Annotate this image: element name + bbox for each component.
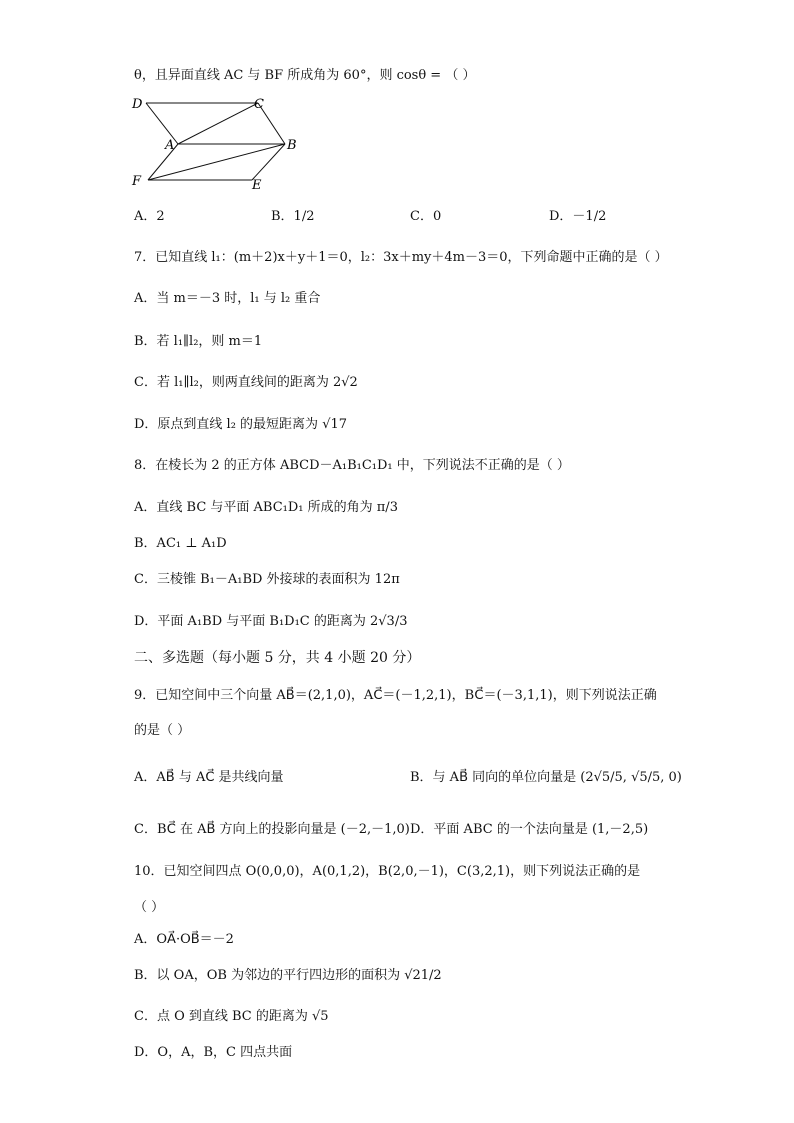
q9-option-b: B．与 AB⃗ 同向的单位向量是 (2√5/5, √5/5, 0) <box>410 770 682 785</box>
q10-option-d: D．O，A，B，C 四点共面 <box>134 1045 293 1060</box>
q8-option-c: C．三棱锥 B₁－A₁BD 外接球的表面积为 12π <box>134 572 400 587</box>
q7-option-a: A．当 m＝－3 时，l₁ 与 l₂ 重合 <box>134 291 321 306</box>
q8-stem: 8．在棱长为 2 的正方体 ABCD－A₁B₁C₁D₁ 中，下列说法不正确的是（ ） <box>134 458 570 473</box>
label-A: A <box>165 138 175 153</box>
q10-option-c: C．点 O 到直线 BC 的距离为 √5 <box>134 1009 329 1024</box>
q7-stem: 7．已知直线 l₁：(m＋2)x＋y＋1＝0，l₂：3x＋my＋4m－3＝0，下列命题中正确的是（ ） <box>134 250 668 265</box>
q10-stem-line1: 10．已知空间四点 O(0,0,0)，A(0,1,2)，B(2,0,－1)，C(3,2,1)，则下列说法正确的是 <box>134 864 641 879</box>
q9-option-d: D．平面 ABC 的一个法向量是 (1,－2,5) <box>410 822 649 837</box>
q8-option-a: A．直线 BC 与平面 ABC₁D₁ 所成的角为 π/3 <box>134 500 398 515</box>
q9-option-c: C．BC⃗ 在 AB⃗ 方向上的投影向量是 (－2,－1,0) <box>134 822 410 837</box>
q6-option-b: B．1/2 <box>271 209 315 224</box>
q7-option-c: C．若 l₁∥l₂，则两直线间的距离为 2√2 <box>134 375 358 390</box>
q6-option-c: C．0 <box>410 209 442 224</box>
q6-option-d: D．－1/2 <box>549 209 607 224</box>
q6-stem-tail: θ，且异面直线 AC 与 BF 所成角为 60°，则 cosθ = （ ） <box>134 68 476 83</box>
label-E: E <box>252 178 262 193</box>
q9-stem-line2: 的是（ ） <box>134 723 191 738</box>
q10-option-b: B．以 OA，OB 为邻边的平行四边形的面积为 √21/2 <box>134 968 442 983</box>
q10-option-a: A．OA⃗·OB⃗＝－2 <box>134 932 234 947</box>
label-D: D <box>132 97 143 112</box>
label-C: C <box>254 97 264 112</box>
label-F: F <box>132 174 142 189</box>
q8-option-b: B．AC₁ ⊥ A₁D <box>134 536 227 551</box>
q10-stem-line2: （ ） <box>134 900 165 915</box>
q8-option-d: D．平面 A₁BD 与平面 B₁D₁C 的距离为 2√3/3 <box>134 614 408 629</box>
q7-option-b: B．若 l₁∥l₂，则 m＝1 <box>134 334 263 349</box>
q7-option-d: D．原点到直线 l₂ 的最短距离为 √17 <box>134 417 348 432</box>
q9-stem-line1: 9．已知空间中三个向量 AB⃗＝(2,1,0)，AC⃗＝(－1,2,1)，BC⃗＝(－3,1,1)，则下列说法正确 <box>134 688 657 703</box>
q6-figure <box>128 92 328 202</box>
section-multiple-choice-header: 二、多选题（每小题 5 分，共 4 小题 20 分） <box>134 650 421 666</box>
label-B: B <box>287 138 297 153</box>
q9-option-a: A．AB⃗ 与 AC⃗ 是共线向量 <box>134 770 284 785</box>
q6-option-a: A．2 <box>134 209 165 224</box>
